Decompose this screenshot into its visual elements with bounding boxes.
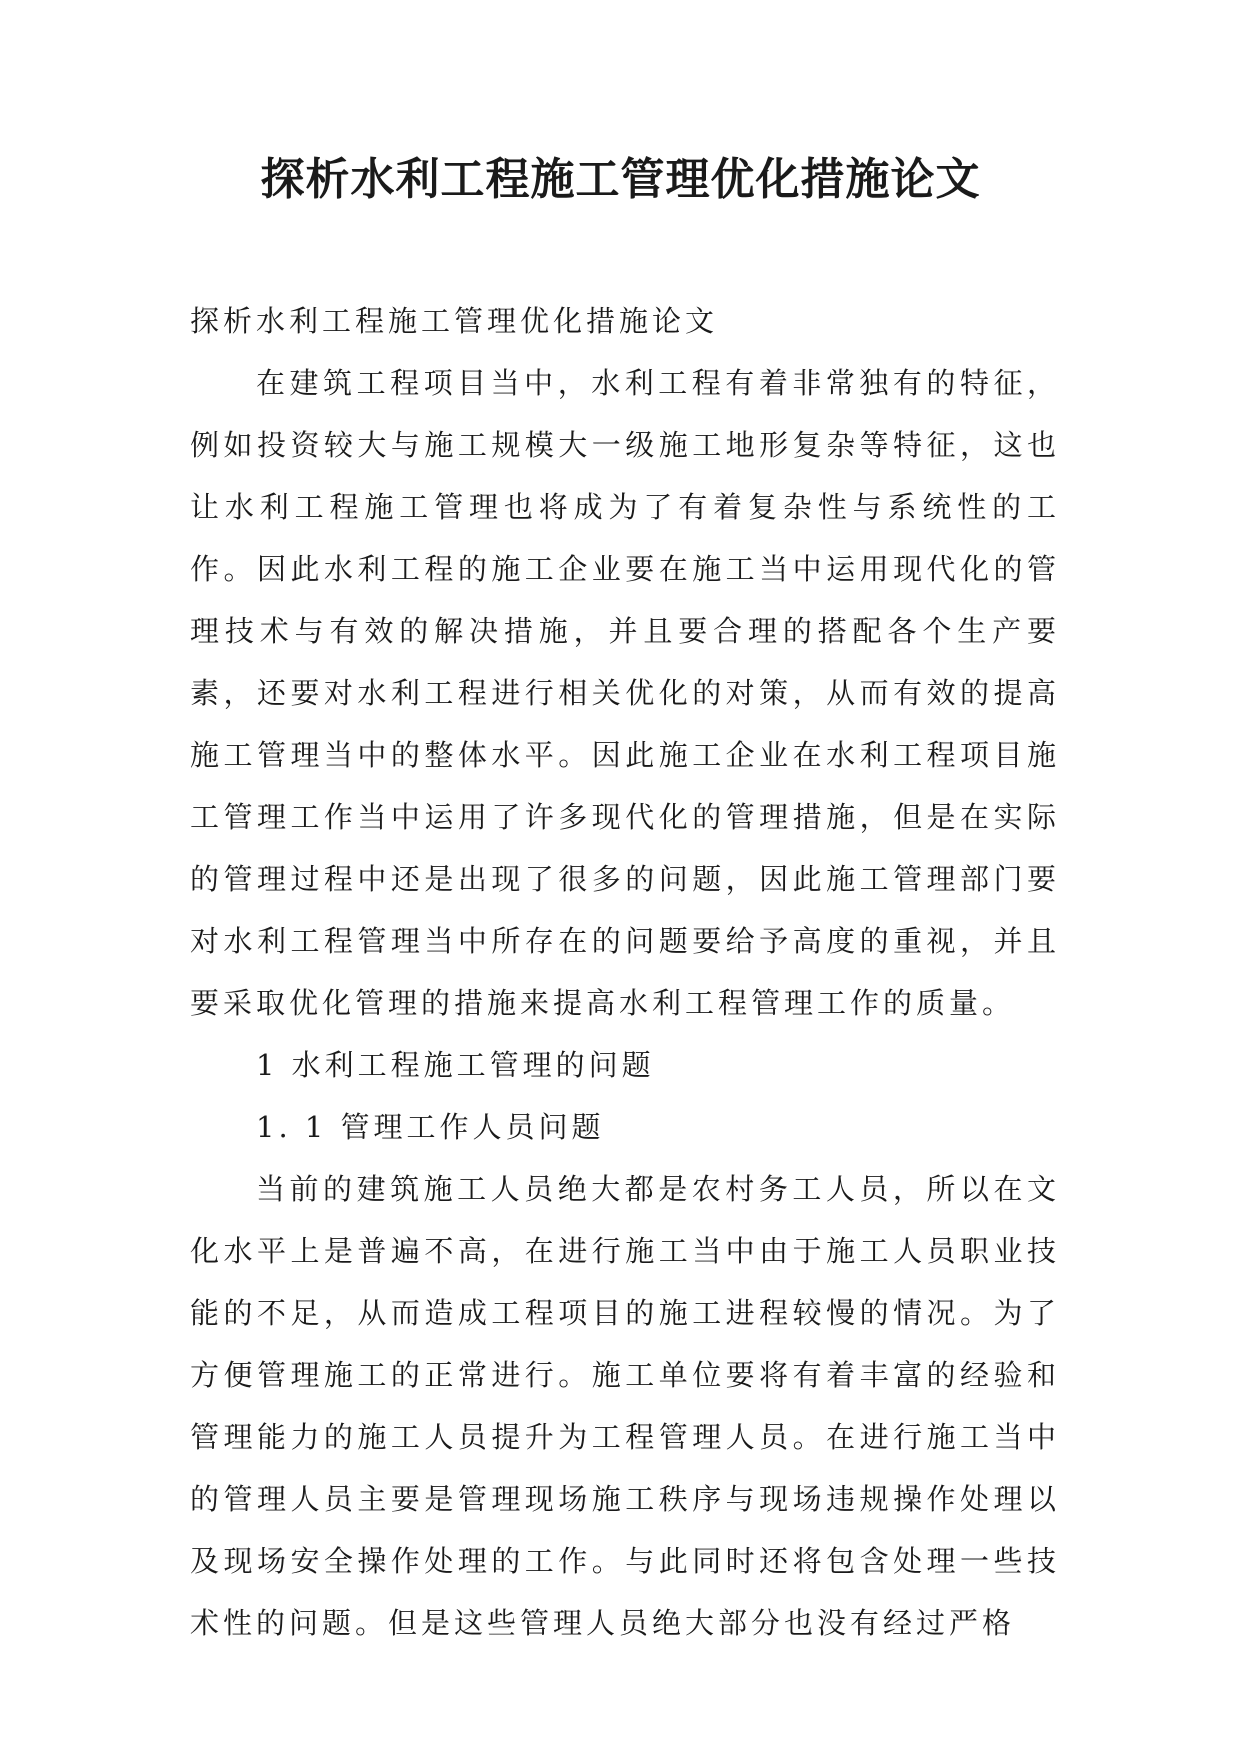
- document-title: 探析水利工程施工管理优化措施论文: [260, 154, 981, 205]
- document-body: [190, 290, 1060, 1654]
- document-subtitle: 探析水利工程施工管理优化措施论文: [190, 304, 719, 338]
- paragraph-intro: 在建筑工程项目当中，水利工程有着非常独有的特征，例如投资较大与施工规模大一级施工地形复杂等特征，这也让水利工程施工管理也将成为了有着复杂性与系统性的工作。因此水利工程的施工企业要在施工当中运用现代化的管理技术与有效的解决措施，并且要合理的搭配各个生产要素，还要对水利工程进行相关优化的对策，从而有效的提高施工管理当中的整体水平。因此施工企业在水利工程项目施工管理工作当中运用了许多现代化的管理措施，但是在实际的管理过程中还是出现了很多的问题，因此施工管理部门要对水利工程管理当中所存在的问题要给予高度的重视，并且要采取优化管理的措施来提高水利工程管理工作的质量。: [190, 366, 1060, 1020]
- paragraph-staff-issues: 当前的建筑施工人员绝大都是农村务工人员，所以在文化水平上是普遍不高，在进行施工当中由于施工人员职业技能的不足，从而造成工程项目的施工进程较慢的情况。为了方便管理施工的正常进行。施工单位要将有着丰富的经验和管理能力的施工人员提升为工程管理人员。在进行施工当中的管理人员主要是管理现场施工秩序与现场违规操作处理以及现场安全操作处理的工作。与此同时还将包含处理一些技术性的问题。但是这些管理人员绝大部分也没有经过严格: [190, 1172, 1060, 1640]
- section-heading-1: 1 水利工程施工管理的问题: [256, 1048, 655, 1082]
- section-heading-1-1: 1. 1 管理工作人员问题: [256, 1110, 605, 1144]
